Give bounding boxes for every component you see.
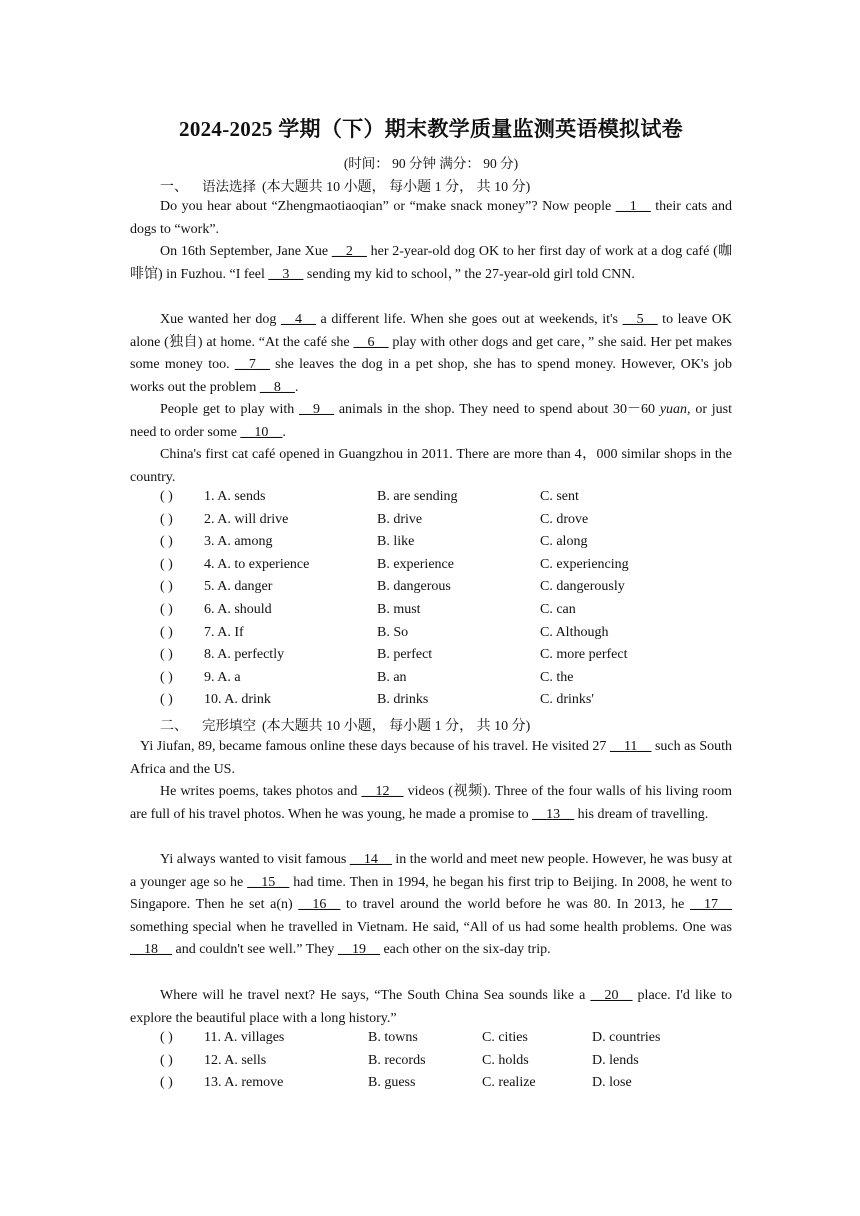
question-row — [160, 647, 720, 667]
blank-13: __13__ — [532, 806, 575, 822]
option-c: C. the — [540, 669, 574, 685]
answer-bracket[interactable]: ( ) — [160, 1030, 173, 1045]
option-c: C. experiencing — [540, 556, 629, 572]
exam-meta: (时间： 90 分钟 满分： 90 分) — [343, 156, 519, 171]
option-a: 12. A. sells — [204, 1052, 267, 1068]
option-c: C. cities — [482, 1030, 528, 1045]
blank-1: __1__ — [615, 199, 651, 214]
blank-15: __15__ — [247, 874, 290, 890]
blank-16: __16__ — [298, 897, 341, 913]
option-a: 9. A. a — [204, 669, 241, 685]
option-b: B. an — [377, 669, 407, 685]
option-b: B. So — [377, 624, 409, 640]
option-a: 10. A. drink — [204, 692, 271, 708]
option-b: B. perfect — [377, 647, 433, 663]
question-row — [160, 512, 720, 532]
answer-bracket[interactable]: ( ) — [160, 1075, 173, 1091]
section-2-number: 二、 — [160, 719, 188, 734]
blank-2: __2__ — [331, 244, 367, 259]
option-a: 13. A. remove — [204, 1075, 284, 1091]
answer-bracket[interactable]: ( ) — [160, 669, 173, 685]
question-row — [160, 1053, 720, 1073]
answer-bracket[interactable]: ( ) — [160, 556, 173, 572]
blank-12: __12__ — [361, 784, 404, 799]
option-b: B. are sending — [377, 489, 458, 504]
option-b: B. drive — [377, 511, 423, 527]
passage-2-paragraph-3: Yi always wanted to visit famous __14__ in the world and meet new people. However, he was busy at a younger age so he __15__ had time. Then in 1994, he began his first trip to Beijing. In 2008, he went to Singapore. Then he set a(n) __16__ to travel around the world before he was 80. In 2013, he __17__ something special when he travelled in Vietnam. He said, “All of us had some health problems. One was __18__ and couldn't see well.” They __19__ each other on the six-day trip. — [130, 852, 733, 958]
option-b: B. like — [377, 534, 415, 550]
option-c: C. drinks' — [540, 692, 594, 708]
answer-bracket[interactable]: ( ) — [160, 1052, 173, 1068]
blank-3: __3__ — [268, 266, 304, 282]
blank-17: __17__ — [690, 897, 732, 913]
question-row — [160, 625, 720, 645]
option-c: C. drove — [540, 511, 589, 527]
option-a: 11. A. villages — [204, 1030, 285, 1045]
passage-2-paragraph-2: He writes poems, takes photos and __12__ videos (视频). Three of the four walls of his living room are full of his travel photos. When he was young, he made a promise to __13__ his dream of travelling. — [130, 784, 732, 822]
blank-11: __11__ — [609, 739, 652, 754]
blank-8: __8__ — [259, 379, 295, 395]
question-row — [160, 670, 720, 690]
option-a: 2. A. will drive — [204, 511, 289, 527]
option-b: B. dangerous — [377, 579, 451, 595]
option-c: C. Although — [540, 624, 609, 640]
question-row — [160, 602, 720, 622]
passage-1-paragraph-4: People get to play with __9__ animals in the shop. They need to spend about 30－60 yuan, or just need to order some __10__. — [130, 402, 732, 440]
answer-bracket[interactable]: ( ) — [160, 534, 173, 550]
option-a: 6. A. should — [204, 602, 272, 617]
passage-1-paragraph-5: China's first cat café opened in Guangzhou in 2011. There are more than 4，000 similar shops in the country. — [130, 447, 732, 485]
answer-bracket[interactable]: ( ) — [160, 579, 173, 595]
question-row — [160, 1030, 720, 1050]
option-b: B. experience — [377, 556, 454, 572]
answer-bracket[interactable]: ( ) — [160, 692, 173, 708]
passage-1-paragraph-1: Do you hear about “Zhengmaotiaoqian” or “make snack money”? Now people __1__ their cats and dogs to “work”. — [130, 199, 732, 237]
option-d: D. lose — [592, 1075, 632, 1091]
blank-4: __4__ — [280, 312, 316, 327]
answer-bracket[interactable]: ( ) — [160, 511, 173, 527]
page-title: 2024-2025 学期（下）期末教学质量监测英语模拟试卷 — [179, 117, 683, 141]
blank-9: __9__ — [299, 402, 335, 417]
section-1-number: 一、 — [160, 180, 188, 195]
option-d: D. countries — [592, 1030, 661, 1045]
blank-5: __5__ — [622, 312, 658, 327]
option-d: D. lends — [592, 1052, 639, 1068]
option-b: B. records — [368, 1052, 426, 1068]
option-a: 4. A. to experience — [204, 556, 310, 572]
option-a: 1. A. sends — [204, 489, 266, 504]
section-2-name: 完形填空 — [202, 718, 256, 734]
question-row — [160, 534, 720, 554]
option-c: C. along — [540, 534, 588, 550]
blank-14: __14__ — [349, 852, 392, 867]
option-c: C. can — [540, 602, 576, 617]
answer-bracket[interactable]: ( ) — [160, 624, 173, 640]
option-b: B. guess — [368, 1075, 416, 1091]
answer-bracket[interactable]: ( ) — [160, 489, 173, 504]
option-c: C. dangerously — [540, 579, 625, 595]
question-row — [160, 579, 720, 599]
option-b: B. must — [377, 602, 421, 617]
section-1-heading — [160, 175, 530, 196]
option-a: 3. A. among — [204, 534, 273, 550]
option-a: 5. A. danger — [204, 579, 273, 595]
blank-20: __20__ — [590, 988, 633, 1003]
question-row — [160, 1075, 720, 1095]
question-row — [160, 489, 720, 509]
option-b: B. towns — [368, 1030, 418, 1045]
blank-10: __10__ — [240, 424, 283, 440]
passage-2-paragraph-1: Yi Jiufan, 89, became famous online these days because of his travel. He visited 27 __11__ such as South Africa and the US. — [130, 739, 732, 777]
section-1-note: (本大题共 10 小题， 每小题 1 分， 共 10 分) — [262, 180, 531, 195]
blank-6: __6__ — [353, 334, 389, 350]
option-c: C. realize — [482, 1075, 536, 1091]
answer-bracket[interactable]: ( ) — [160, 602, 173, 617]
option-a: 7. A. If — [204, 624, 244, 640]
section-2-note: (本大题共 10 小题， 每小题 1 分， 共 10 分) — [262, 719, 531, 734]
question-row — [160, 557, 720, 577]
question-row — [160, 692, 720, 712]
option-a: 8. A. perfectly — [204, 647, 285, 663]
section-1-name: 语法选择 — [202, 179, 256, 195]
blank-7: __7__ — [234, 357, 270, 373]
option-c: C. holds — [482, 1052, 529, 1068]
option-c: C. more perfect — [540, 647, 628, 663]
passage-2-paragraph-4: Where will he travel next? He says, “The South China Sea sounds like a __20__ place. I'd like to explore the beautiful place with a long history.” — [130, 988, 732, 1026]
passage-1-paragraph-2: On 16th September, Jane Xue __2__ her 2-year-old dog OK to her first day of work at a dog café (咖啡馆) in Fuzhou. “I feel __3__ sending my kid to school，” the 27-year-old girl told CNN. — [130, 244, 733, 282]
section-2-heading — [160, 714, 530, 735]
option-b: B. drinks — [377, 692, 429, 708]
option-c: C. sent — [540, 489, 579, 504]
passage-1-paragraph-3: Xue wanted her dog __4__ a different life. When she goes out at weekends, it's __5__ to leave OK alone (独自) at home. “At the café she __6__ play with other dogs and get care，” she said. Her pet makes some money too. __7__ she leaves the dog in a pet shop, she has to spend money. However, OK's job works out the problem __8__. — [130, 312, 732, 395]
answer-bracket[interactable]: ( ) — [160, 647, 173, 663]
blank-19: __19__ — [337, 942, 380, 958]
blank-18: __18__ — [130, 942, 172, 958]
